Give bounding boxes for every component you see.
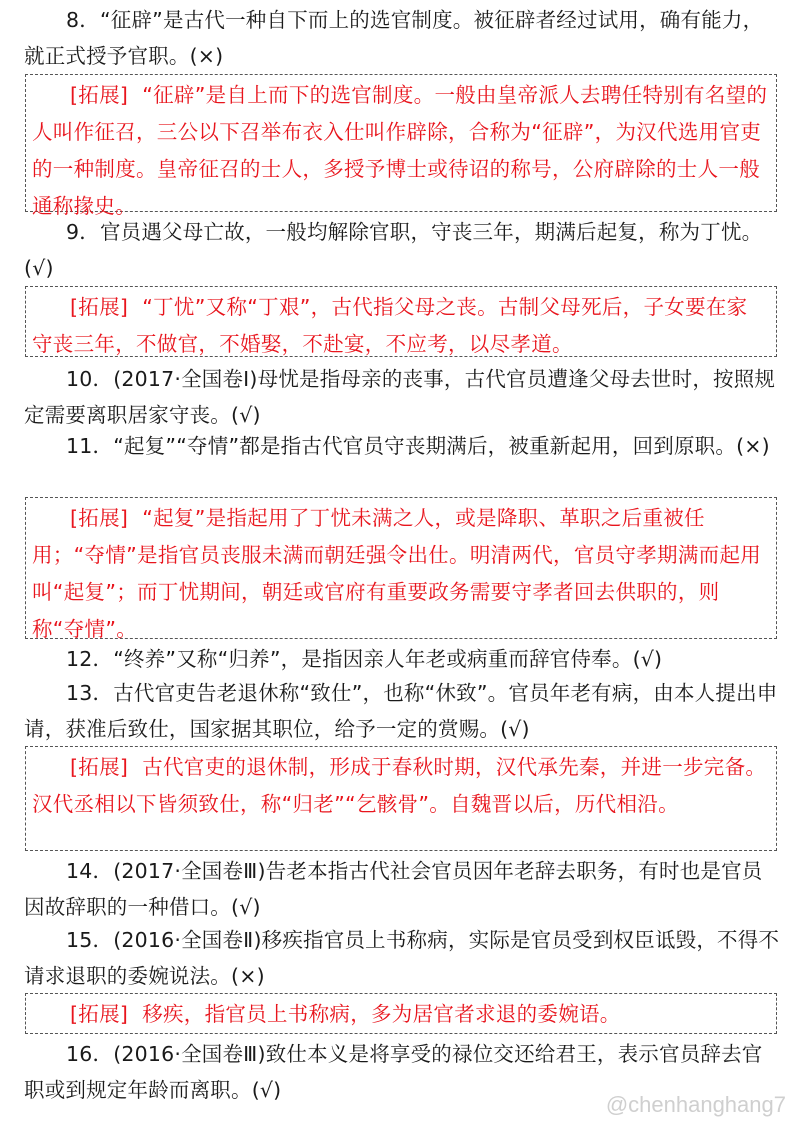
extension-box-11 bbox=[25, 497, 777, 639]
extension-tag: [拓展] bbox=[70, 755, 129, 779]
extension-tag: [拓展] bbox=[70, 506, 129, 530]
question-number: 16． bbox=[66, 1042, 114, 1066]
question-number: 8． bbox=[66, 8, 100, 32]
extension-text: “丁忧”又称“丁艰”，古代指父母之丧。古制父母死后，子女要在家守丧三年，不做官，不婚娶，不赴宴，不应考，以尽孝道。 bbox=[32, 295, 748, 356]
question-text: (2017·全国卷Ⅰ)母忧是指母亲的丧事，古代官员遭逢父母去世时，按照规定需要离职居家守丧。(√) bbox=[24, 367, 776, 427]
extension-text: 古代官吏的退休制，形成于春秋时期，汉代承先秦，并进一步完备。汉代丞相以下皆须致仕，称“归老”“乞骸骨”。自魏晋以后，历代相沿。 bbox=[32, 755, 767, 816]
question-10 bbox=[24, 361, 782, 433]
question-text: “征辟”是古代一种自下而上的选官制度。被征辟者经过试用，确有能力，就正式授予官职。(×) bbox=[24, 8, 764, 68]
question-number: 14． bbox=[66, 859, 114, 883]
question-number: 11． bbox=[66, 434, 114, 458]
extension-box-9 bbox=[25, 286, 777, 357]
question-number: 15． bbox=[66, 928, 114, 952]
extension-text: 移疾，指官员上书称病，多为居官者求退的委婉语。 bbox=[142, 1002, 621, 1026]
question-13 bbox=[24, 675, 782, 747]
question-12 bbox=[24, 641, 782, 677]
question-text: (2016·全国卷Ⅲ)致仕本义是将享受的禄位交还给君王，表示官员辞去官职或到规定年龄而离职。(√) bbox=[24, 1042, 763, 1102]
question-text: “起复”“夺情”都是指古代官员守丧期满后，被重新起用，回到原职。(×) bbox=[113, 434, 770, 458]
question-text: 古代官吏告老退休称“致仕”，也称“休致”。官员年老有病，由本人提出申请，获准后致仕，国家据其职位，给予一定的赏赐。(√) bbox=[24, 681, 778, 741]
question-number: 12． bbox=[66, 647, 114, 671]
question-11 bbox=[24, 428, 782, 464]
extension-tag: [拓展] bbox=[70, 83, 129, 107]
extension-box-8 bbox=[25, 74, 777, 218]
watermark: @chenhanghang7 bbox=[605, 1092, 786, 1117]
question-number: 13． bbox=[66, 681, 114, 705]
extension-text: “征辟”是自上而下的选官制度。一般由皇帝派人去聘任特别有名望的人叫作征召，三公以下召举布衣入仕叫作辟除，合称为“征辟”，为汉代选用官吏的一种制度。皇帝征召的士人，多授予博士或待诏的称号，公府辟除的士人一般通称掾史。 bbox=[32, 83, 768, 218]
extension-tag: [拓展] bbox=[70, 295, 129, 319]
question-8 bbox=[24, 2, 782, 74]
extension-tag: [拓展] bbox=[70, 1002, 129, 1026]
question-9 bbox=[24, 214, 782, 286]
question-number: 10． bbox=[66, 367, 114, 391]
question-14 bbox=[24, 853, 782, 925]
question-text: 官员遇父母亡故，一般均解除官职，守丧三年，期满后起复，称为丁忧。(√) bbox=[24, 220, 763, 280]
question-text: “终养”又称“归养”，是指因亲人年老或病重而辞官侍奉。(√) bbox=[113, 647, 663, 671]
extension-box-15 bbox=[25, 993, 777, 1034]
question-15 bbox=[24, 922, 782, 994]
extension-box-13 bbox=[25, 746, 777, 851]
question-text: (2017·全国卷Ⅲ)告老本指古代社会官员因年老辞去职务，有时也是官员因故辞职的一种借口。(√) bbox=[24, 859, 763, 919]
question-number: 9． bbox=[66, 220, 100, 244]
extension-text: “起复”是指起用了丁忧未满之人，或是降职、革职之后重被任用；“夺情”是指官员丧服未满而朝廷强令出仕。明清两代，官员守孝期满而起用叫“起复”；而丁忧期间，朝廷或官府有重要政务需要守孝者回去供职的，则称“夺情”。 bbox=[32, 506, 762, 641]
question-text: (2016·全国卷Ⅱ)移疾指官员上书称病，实际是官员受到权臣诋毁，不得不请求退职的委婉说法。(×) bbox=[24, 928, 780, 988]
